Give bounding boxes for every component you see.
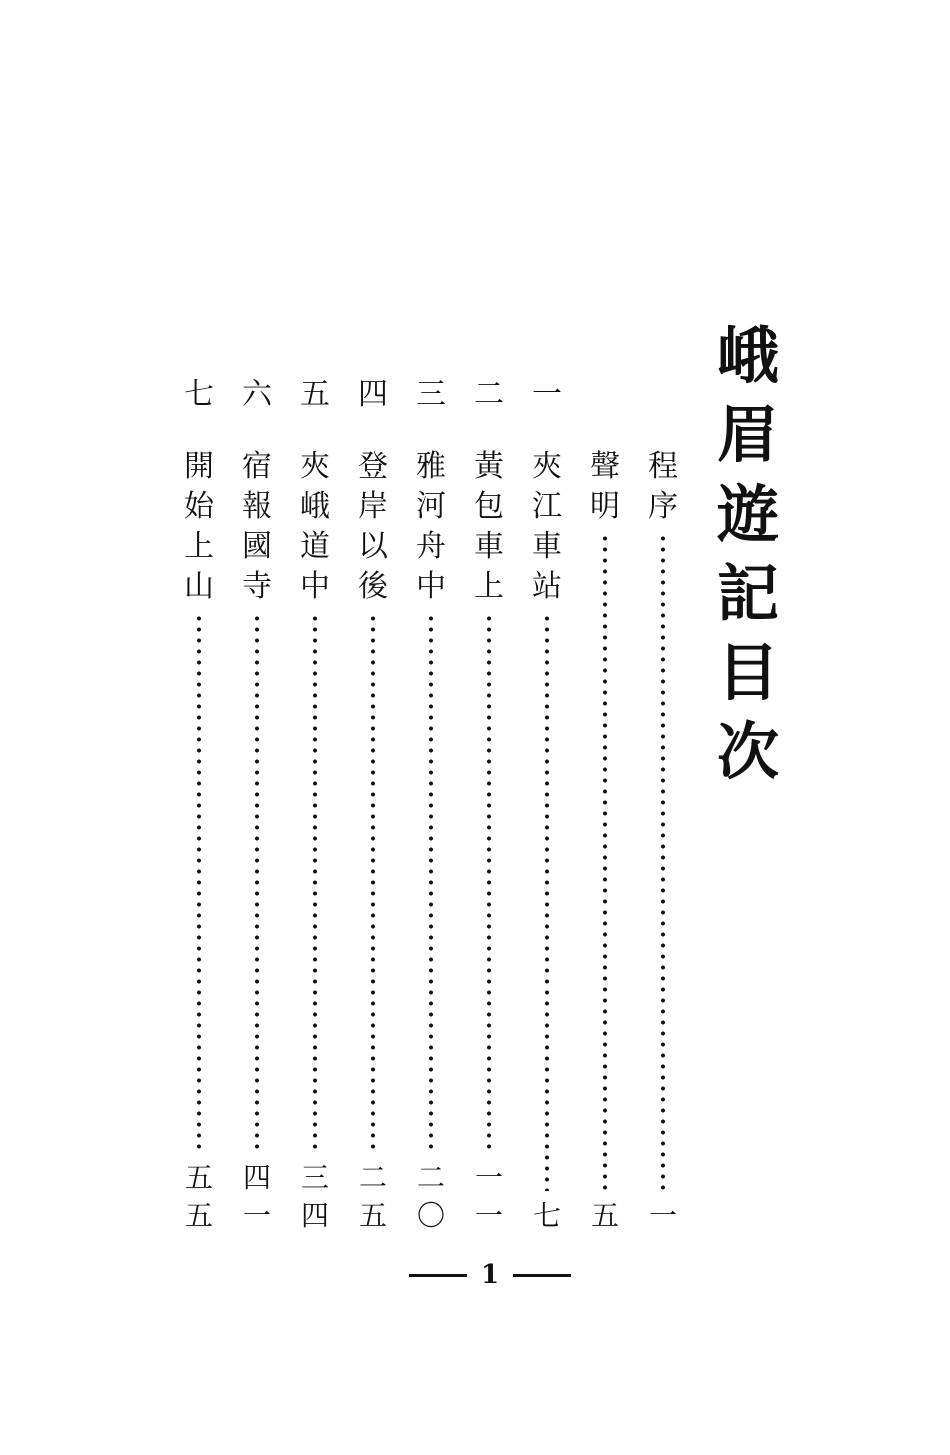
name-char: 上 [184, 529, 214, 564]
page-char: 一 [474, 1199, 503, 1232]
page-char: 三 [300, 1161, 329, 1194]
toc-entry-4[interactable] [350, 375, 396, 1235]
dot-leader [312, 613, 318, 1153]
name-char: 夾 [532, 449, 562, 484]
toc-page-number [417, 1159, 445, 1235]
toc-entry-3[interactable] [408, 375, 454, 1235]
toc-page-number [185, 1159, 213, 1235]
footer-rule-right [513, 1274, 571, 1277]
name-char: 寺 [242, 569, 272, 604]
title-char: 次 [716, 715, 779, 789]
toc-page-number [475, 1159, 503, 1235]
toc-entry-name [474, 447, 504, 607]
footer-rule-left [409, 1274, 467, 1277]
name-char: 中 [300, 569, 330, 604]
name-char: 報 [242, 489, 272, 524]
toc-entry-name [184, 447, 214, 607]
toc-number: 六 [242, 377, 272, 412]
toc-page-number [359, 1159, 387, 1235]
name-char: 以 [358, 529, 388, 564]
page-char: 四 [300, 1199, 329, 1232]
toc-page-number [533, 1197, 561, 1235]
toc-page-number [591, 1197, 619, 1235]
toc-entry-name [532, 447, 562, 607]
toc-entry-1[interactable] [524, 375, 570, 1235]
toc-entry-name [648, 447, 678, 527]
name-char: 程 [648, 449, 678, 484]
name-char: 上 [474, 569, 504, 604]
toc-page-number [243, 1159, 271, 1235]
name-char: 始 [184, 489, 214, 524]
name-char: 車 [532, 529, 562, 564]
toc-page-number [301, 1159, 329, 1235]
name-char: 明 [590, 489, 620, 524]
toc-entry-name [300, 447, 330, 607]
page-char: 二 [358, 1161, 387, 1194]
page-footer [400, 1255, 580, 1295]
page-char: 〇 [416, 1199, 445, 1232]
page-char: 七 [532, 1199, 561, 1232]
name-char: 山 [184, 569, 214, 604]
toc-entry-7[interactable] [176, 375, 222, 1235]
dot-leader [254, 613, 260, 1153]
title-char: 目 [716, 636, 779, 710]
title-char: 眉 [716, 398, 779, 472]
name-char: 後 [358, 569, 388, 604]
toc-entry-statement[interactable] [582, 375, 628, 1235]
name-char: 道 [300, 529, 330, 564]
page-char: 五 [590, 1199, 619, 1232]
name-char: 夾 [300, 449, 330, 484]
name-char: 車 [474, 529, 504, 564]
toc-entry-name [590, 447, 620, 527]
dot-leader [660, 533, 666, 1191]
toc-entry-2[interactable] [466, 375, 512, 1235]
name-char: 站 [532, 569, 562, 604]
toc-entry-name [416, 447, 446, 607]
name-char: 岸 [358, 489, 388, 524]
dot-leader [486, 613, 492, 1153]
page-char: 二 [416, 1161, 445, 1194]
page-title [712, 320, 784, 788]
name-char: 江 [532, 489, 562, 524]
name-char: 雅 [416, 449, 446, 484]
page-char: 四 [242, 1161, 271, 1194]
title-char: 記 [716, 556, 779, 630]
page-char: 一 [648, 1199, 677, 1232]
name-char: 包 [474, 489, 504, 524]
page-char: 五 [184, 1161, 213, 1194]
dot-leader [196, 613, 202, 1153]
dot-leader [428, 613, 434, 1153]
toc-number: 七 [184, 377, 214, 412]
page-char: 一 [242, 1199, 271, 1232]
toc-entry-name [242, 447, 272, 607]
toc-entry-name [358, 447, 388, 607]
name-char: 聲 [590, 449, 620, 484]
dot-leader [602, 533, 608, 1191]
name-char: 峨 [300, 489, 330, 524]
dot-leader [544, 613, 550, 1191]
toc-number: 二 [474, 377, 504, 412]
name-char: 黃 [474, 449, 504, 484]
name-char: 開 [184, 449, 214, 484]
title-char: 峨 [716, 319, 779, 392]
name-char: 河 [416, 489, 446, 524]
toc-number: 四 [358, 377, 388, 412]
name-char: 序 [648, 489, 678, 524]
page-number: 1 [480, 1260, 500, 1290]
toc-number: 五 [300, 377, 330, 412]
title-char: 遊 [716, 477, 779, 551]
toc-number: 三 [416, 377, 446, 412]
toc-page-number [649, 1197, 677, 1235]
name-char: 中 [416, 569, 446, 604]
toc-entry-6[interactable] [234, 375, 280, 1235]
name-char: 國 [242, 529, 272, 564]
toc-entry-5[interactable] [292, 375, 338, 1235]
name-char: 宿 [242, 449, 272, 484]
name-char: 登 [358, 449, 388, 484]
dot-leader [370, 613, 376, 1153]
page-char: 五 [358, 1199, 387, 1232]
toc-entry-preface[interactable] [640, 375, 686, 1235]
page-char: 一 [474, 1161, 503, 1194]
name-char: 舟 [416, 529, 446, 564]
toc-number: 一 [532, 377, 562, 412]
page-char: 五 [184, 1199, 213, 1232]
